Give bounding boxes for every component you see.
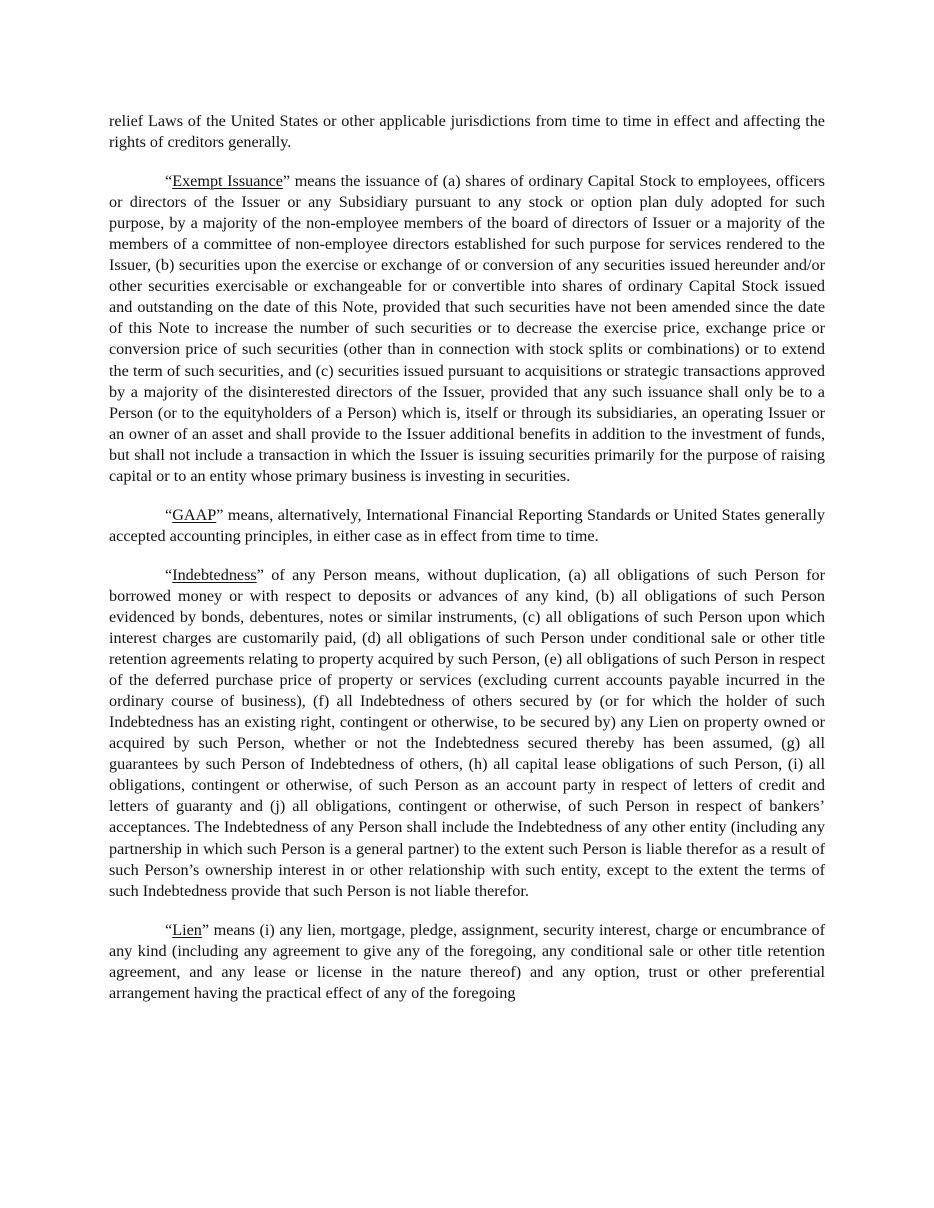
- definition-exempt-issuance: [109, 171, 825, 487]
- definition-text: means, alternatively, International Financial Reporting Standards or United States generally accepted accounting principles, in either case as in effect from time to time.: [109, 505, 825, 545]
- definition-text: means the issuance of (a) shares of ordinary Capital Stock to employees, officers or directors of the Issuer or any Subsidiary pursuant to any stock or option plan duly adopted for such purpose, by a majority of the non-employee members of the board of directors of Issuer or a majority of the members of a committee of non-employee directors established for such purpose for services rendered to the Issuer, (b) securities upon the exercise or exchange of or conversion of any securities issued hereunder and/or other securities exercisable or exchangeable for or convertible into shares of ordinary Capital Stock issued and outstanding on the date of this Note, provided that such securities have not been amended since the date of this Note to increase the number of such securities or to decrease the exercise price, exchange price or conversion price of such securities (other than in connection with stock splits or combinations) or to extend the term of such securities, and (c) securities issued pursuant to acquisitions or strategic transactions approved by a majority of the disinterested directors of the Issuer, provided that any such issuance shall only be to a Person (or to the equityholders of a Person) which is, itself or through its subsidiaries, an operating Issuer or an owner of an asset and shall provide to the Issuer additional benefits in addition to the investment of funds, but shall not include a transaction in which the Issuer is issuing securities primarily for the purpose of raising capital or to an entity whose primary business is investing in securities.: [109, 172, 825, 485]
- defined-term: Exempt Issuance: [172, 172, 283, 191]
- document-page: [109, 111, 825, 1022]
- defined-term: GAAP: [172, 505, 217, 524]
- close-quote: ”: [216, 505, 224, 524]
- definition-text: means (i) any lien, mortgage, pledge, assignment, security interest, charge or encumbrance of any kind (including any agreement to give any of the foregoing, any conditional sale or other title retention agreement, and any lease or license in the nature thereof) and any option, trust or other preferential arrangement having the practical effect of any of the foregoing: [109, 920, 825, 1002]
- defined-term: Indebtedness: [172, 565, 257, 584]
- open-quote: “: [165, 172, 173, 191]
- open-quote: “: [165, 565, 173, 584]
- close-quote: ”: [201, 920, 210, 939]
- definition-gaap: [109, 505, 825, 547]
- definition-text: of any Person means, without duplication, (a) all obligations of such Person for borrowed money or with respect to deposits or advances of any kind, (b) all obligations of such Person evidenced by bonds, debentures, notes or similar instruments, (c) all obligations of such Person upon which interest charges are customarily paid, (d) all obligations of such Person under conditional sale or other title retention agreements relating to property acquired by such Person, (e) all obligations of such Person in respect of the deferred purchase price of property or services (excluding current accounts payable incurred in the ordinary course of business), (f) all Indebtedness of others secured by (or for which the holder of such Indebtedness has an existing right, contingent or otherwise, to be secured by) any Lien on property owned or acquired by such Person, whether or not the Indebtedness secured thereby has been assumed, (g) all guarantees by such Person of Indebtedness of others, (h) all capital lease obligations of such Person, (i) all obligations, contingent or otherwise, of such Person as an account party in respect of letters of credit and letters of guaranty and (j) all obligations, contingent or otherwise, of such Person in respect of bankers’ acceptances. The Indebtedness of any Person shall include the Indebtedness of any other entity (including any partnership in which such Person is a general partner) to the extent such Person is liable therefor as a result of such Person’s ownership interest in or other relationship with such entity, except to the extent the terms of such Indebtedness provide that such Person is not liable therefor.: [109, 565, 825, 900]
- paragraph-continuation: relief Laws of the United States or other applicable jurisdictions from time to time in effect and affecting the rights of creditors generally.: [109, 112, 825, 152]
- open-quote: “: [165, 920, 173, 939]
- close-quote: ”: [282, 172, 291, 191]
- definition-indebtedness: [109, 565, 825, 902]
- close-quote: ”: [256, 565, 264, 584]
- open-quote: “: [165, 505, 173, 524]
- definition-lien: [109, 920, 825, 1004]
- defined-term: Lien: [172, 920, 202, 939]
